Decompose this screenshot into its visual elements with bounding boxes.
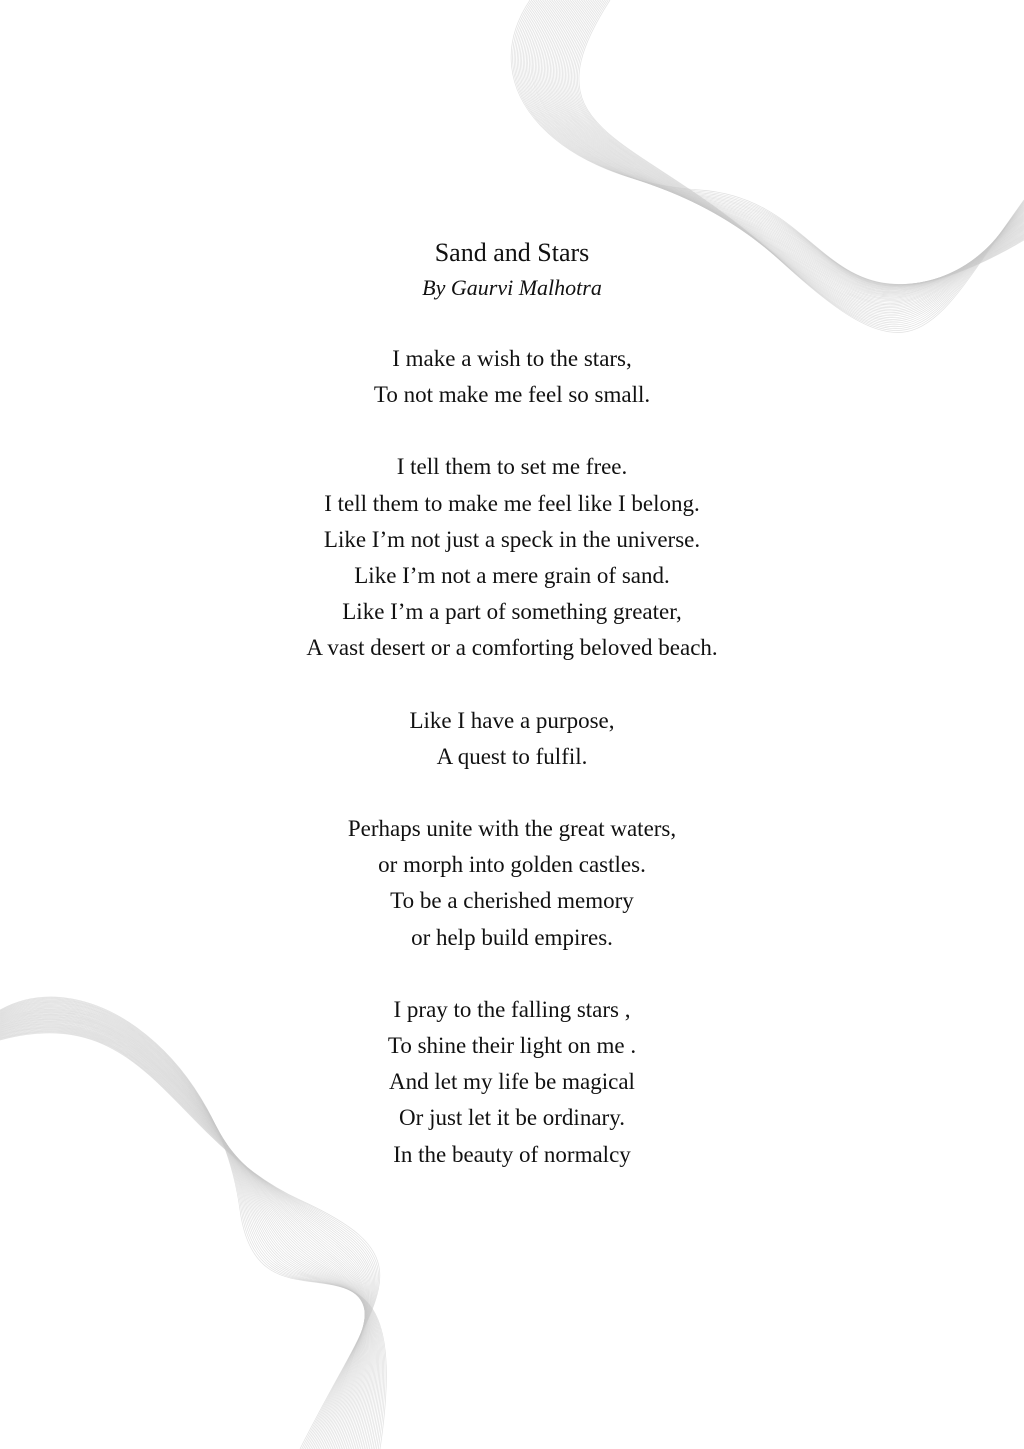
poem-line: or help build empires.: [411, 924, 613, 950]
poem-line: Or just let it be ordinary.: [399, 1105, 625, 1131]
poem-line: Like I have a purpose,: [409, 707, 615, 733]
stanza: [0, 341, 1024, 413]
stanza: [0, 703, 1024, 775]
poem-line: A quest to fulfil.: [436, 743, 588, 769]
poem-line: Like I’m not a mere grain of sand.: [354, 563, 670, 589]
stanza: [0, 992, 1024, 1173]
stanza: [0, 449, 1024, 666]
poem-line: I tell them to set me free.: [396, 454, 628, 480]
poem-line: To be a cherished memory: [390, 888, 634, 914]
poem-line: And let my life be magical: [389, 1069, 635, 1095]
poem-line: In the beauty of normalcy: [393, 1141, 631, 1167]
stanza: [0, 811, 1024, 956]
poem-title: Sand and Stars: [434, 238, 590, 267]
poem-line: To not make me feel so small.: [373, 382, 651, 408]
poem-author: By Gaurvi Malhotra: [422, 275, 602, 300]
poem-line: I pray to the falling stars ,: [393, 996, 631, 1022]
poem: [0, 235, 1024, 1173]
poem-line: or morph into golden castles.: [378, 852, 646, 878]
poem-line: Like I’m a part of something greater,: [342, 599, 682, 625]
poem-line: Perhaps unite with the great waters,: [347, 816, 677, 842]
poem-line: I tell them to make me feel like I belong.: [324, 490, 700, 516]
poem-line: Like I’m not just a speck in the universe.: [323, 526, 701, 552]
poem-line: I make a wish to the stars,: [392, 346, 632, 371]
poem-line: A vast desert or a comforting beloved beach.: [306, 635, 718, 661]
poem-line: To shine their light on me .: [387, 1033, 637, 1059]
